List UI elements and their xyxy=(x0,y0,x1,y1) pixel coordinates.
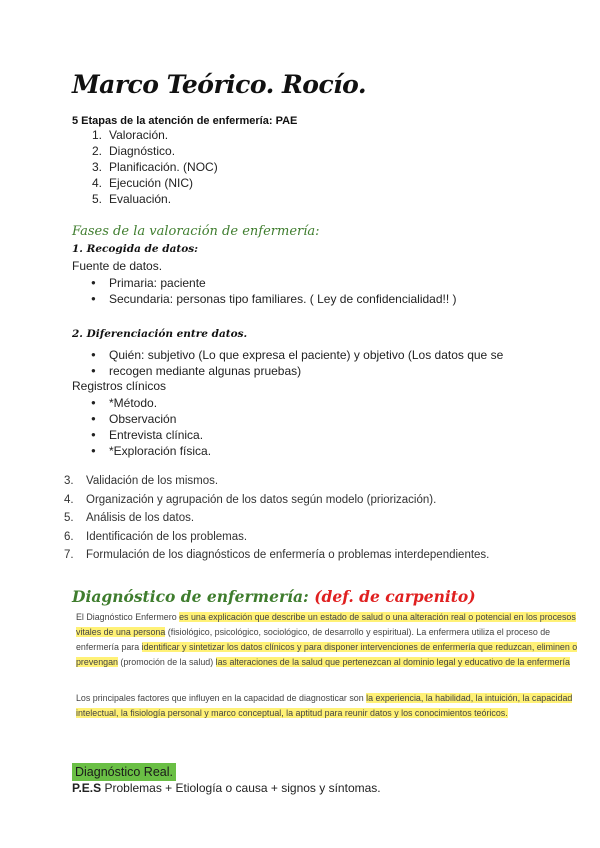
definicion-paragraph: El Diagnóstico Enfermero es una explicación que describe un estado de salud o una alteración real o potencial en los procesos vitales de una persona (fisiológico, psicológico, sociológico, de desarrollo y espiritual). La enfermera utiliza el proceso de enfermería para identificar y sintetizar los datos clínicos y para disponer intervenciones de enfermería que reduzcan, eliminen o prevengan (promoción de la salud) las alteraciones de la salud que pertenezcan al dominio legal y educativo de la enfermería xyxy=(76,612,578,667)
factores-paragraph: Los principales factores que influyen en la capacidad de diagnosticar son la experiencia, la habilidad, la intuición, la capacidad intelectual, la fisiología personal y marco conceptual, la aptitud para reunir datos y los conocimientos teóricos. xyxy=(76,693,573,718)
list-item: 6. Identificación de los problemas. xyxy=(64,530,248,543)
list-item: ● Observación xyxy=(91,411,211,427)
diferenciacion-heading: 2. Diferenciación entre datos. xyxy=(72,328,248,340)
pasos-list xyxy=(64,472,489,565)
list-item: ● Entrevista clínica. xyxy=(91,427,211,443)
page-title: Marco Teórico. Rocío. xyxy=(72,70,367,99)
carpenito-note: (def. de carpenito) xyxy=(314,587,476,606)
registros-list xyxy=(91,395,211,459)
highlight: es una explicación que describe un estado de salud o una alteración real o potencial en los procesos vitales de una persona xyxy=(76,612,576,637)
highlight: la experiencia, la habilidad, la intuición, la capacidad intelectual, la fisiología personal y marco conceptual, la aptitud para reunir datos y los conocimientos teóricos. xyxy=(76,693,573,718)
fuente-list xyxy=(91,275,457,307)
list-item: ● Primaria: paciente xyxy=(91,275,457,291)
recogida-heading: 1. Recogida de datos: xyxy=(72,243,199,255)
highlight: identificar y sintetizar los datos clínicos y para disponer intervenciones de enfermería que reduzcan, eliminen o prevengan xyxy=(76,642,578,667)
list-item: 5. Evaluación. xyxy=(92,192,172,206)
diagnostico-heading xyxy=(72,587,476,606)
list-item: 3. Validación de los mismos. xyxy=(64,475,219,487)
diagnostico-title: Diagnóstico de enfermería: xyxy=(72,587,309,606)
list-item: ● *Método. xyxy=(91,395,211,411)
registros-label: Registros clínicos xyxy=(72,379,167,393)
list-item: 2. Diagnóstico. xyxy=(92,144,176,158)
list-item: ● *Exploración física. xyxy=(91,443,211,459)
pes-line: P.E.S Problemas + Etiología o causa + signos y síntomas. xyxy=(72,781,381,795)
list-item-continuation: ● recogen mediante algunas pruebas) xyxy=(91,363,503,379)
list-item: 7. Formulación de los diagnósticos de enfermería o problemas interdependientes. xyxy=(64,549,490,562)
diagnostico-real-label: Diagnóstico Real. xyxy=(72,763,176,781)
fases-heading: Fases de la valoración de enfermería: xyxy=(72,224,320,239)
fuente-label: Fuente de datos. xyxy=(72,259,163,273)
highlight: las alteraciones de la salud que pertenezcan al dominio legal y educativo de la enfermería xyxy=(215,657,570,667)
etapas-list xyxy=(92,127,218,207)
pae-subtitle: 5 Etapas de la atención de enfermería: PAE xyxy=(72,115,298,127)
list-item: ● Quién: subjetivo (Lo que expresa el paciente) y objetivo (Los datos que se xyxy=(91,347,503,363)
quien-list xyxy=(91,347,503,379)
list-item: 3. Planificación. (NOC) xyxy=(92,160,218,174)
list-item: 5. Análisis de los datos. xyxy=(64,512,195,525)
list-item: 4. Ejecución (NIC) xyxy=(92,176,194,190)
list-item: 4. Organización y agrupación de los datos según modelo (priorización). xyxy=(64,493,437,506)
pes-acronym: P.E.S xyxy=(72,781,102,795)
list-item: 1. Valoración. xyxy=(92,128,169,142)
list-item: ● Secundaria: personas tipo familiares. ( Ley de confidencialidad!! ) xyxy=(91,291,457,307)
